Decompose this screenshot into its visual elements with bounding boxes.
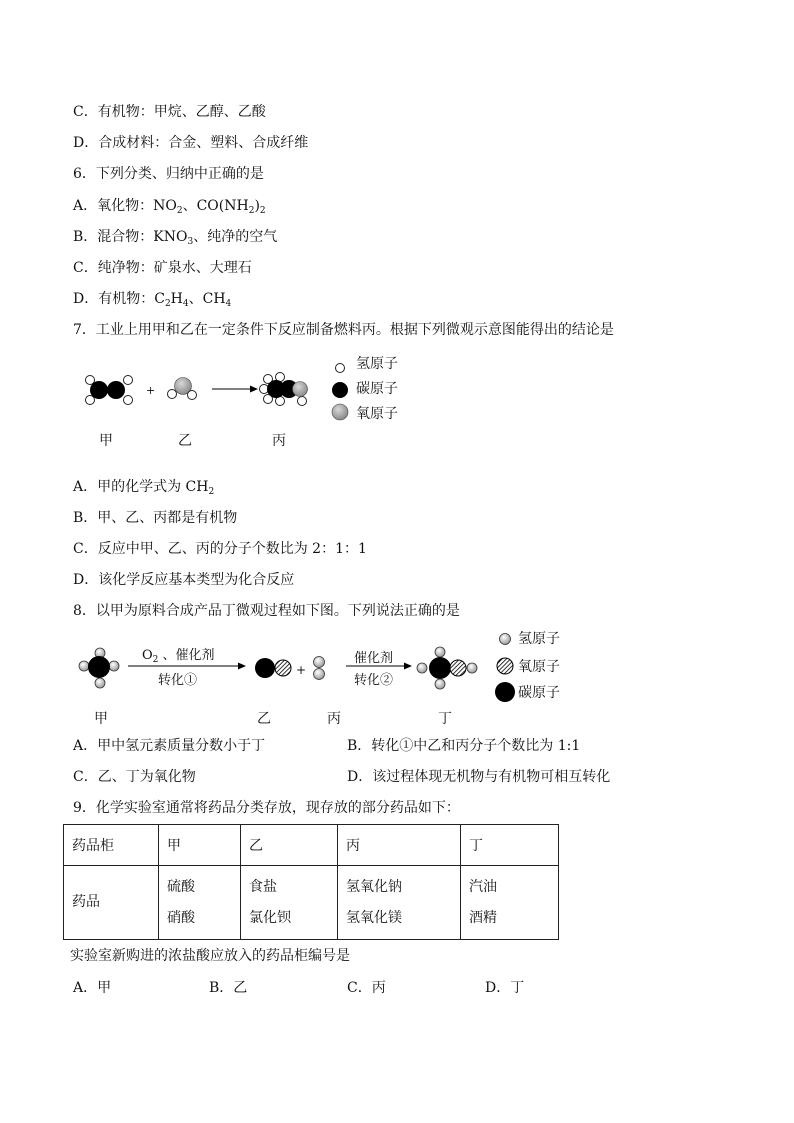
q8-label-bing: 丙 bbox=[327, 711, 341, 727]
q8-arrow1-sub: 2 bbox=[152, 655, 159, 665]
arrowhead bbox=[404, 663, 412, 670]
q7-legend-hydrogen: 氢原子 bbox=[356, 356, 398, 372]
q9-stem: 9．化学实验室通常将药品分类存放，现存放的部分药品如下： bbox=[73, 800, 460, 816]
q8-option-d: D．该过程体现无机物与有机物可相互转化 bbox=[347, 769, 611, 785]
q8-label-ding: 丁 bbox=[438, 711, 452, 727]
q8-arrow2-bottom: 转化② bbox=[354, 673, 394, 688]
legend-c-atom bbox=[332, 382, 348, 398]
q7-option-a: A．甲的化学式为 $CH_2$ bbox=[73, 479, 215, 497]
c-atom bbox=[107, 381, 125, 399]
q7-option-b: B．甲、乙、丙都是有机物 bbox=[73, 510, 238, 526]
h-atom bbox=[168, 390, 177, 399]
q8-molecule-jia bbox=[79, 648, 119, 688]
h-atom bbox=[417, 663, 427, 673]
legend-h-atom bbox=[500, 634, 511, 645]
arrowhead bbox=[250, 386, 258, 393]
h-atom bbox=[435, 679, 445, 689]
o-atom bbox=[275, 660, 291, 676]
q7-label-jia: 甲 bbox=[99, 433, 113, 449]
header-cell: 丙 bbox=[338, 825, 461, 866]
legend-c-atom bbox=[495, 682, 515, 702]
legend-h-atom bbox=[336, 364, 345, 373]
table-row bbox=[64, 866, 559, 940]
molecule-jia bbox=[86, 376, 133, 405]
q8-process-diagram bbox=[70, 628, 590, 708]
c-atom bbox=[88, 656, 110, 678]
q7-stem: 7．工业上用甲和乙在一定条件下反应制备燃料丙。根据下列微观示意图能得出的结论是 bbox=[73, 322, 614, 338]
q7-label-yi: 乙 bbox=[178, 433, 192, 449]
header-cell: 药品柜 bbox=[64, 825, 159, 866]
header-cell: 甲 bbox=[159, 825, 241, 866]
h-atom bbox=[79, 661, 89, 671]
o-atom bbox=[450, 660, 466, 676]
q8-molecule-ding bbox=[417, 647, 477, 689]
q5-option-d: D．合成材料：合金、塑料、合成纤维 bbox=[73, 135, 309, 151]
q8-legend-carbon: 碳原子 bbox=[518, 685, 560, 701]
q7-legend-carbon: 碳原子 bbox=[356, 381, 398, 397]
molecule-yi bbox=[168, 378, 197, 400]
h-atom bbox=[188, 391, 197, 400]
h-atom bbox=[314, 669, 325, 680]
q8-option-a: A．甲中氢元素质量分数小于丁 bbox=[73, 738, 266, 754]
q8-molecule-bing bbox=[314, 657, 325, 680]
table-cell: 氢氧化钠 氢氧化镁 bbox=[338, 866, 461, 940]
q6-stem: 6．下列分类、归纳中正确的是 bbox=[73, 166, 264, 182]
molecule-bing bbox=[260, 373, 308, 406]
row-label: 药品 bbox=[64, 866, 159, 940]
q8-label-yi: 乙 bbox=[257, 711, 271, 727]
h-atom bbox=[124, 376, 133, 385]
q6-option-a: A．氧化物：$NO_2$、$CO(NH_2)_2$ bbox=[73, 198, 266, 216]
q8-legend-hydrogen: 氢原子 bbox=[518, 631, 560, 647]
legend-o-atom bbox=[332, 404, 348, 420]
h-atom bbox=[86, 376, 95, 385]
q8-arrow1-catalyst: 、催化剂 bbox=[158, 648, 215, 663]
table-header-row bbox=[64, 825, 559, 866]
h-atom bbox=[124, 396, 133, 405]
q9-option-d: D．丁 bbox=[485, 980, 525, 996]
q8-plus: + bbox=[296, 663, 307, 677]
header-cell: 丁 bbox=[461, 825, 559, 866]
q9-option-c: C．丙 bbox=[347, 980, 386, 996]
q8-arrow2-top: 催化剂 bbox=[354, 651, 394, 666]
q7-option-c: C．反应中甲、乙、丙的分子个数比为 2：1：1 bbox=[73, 541, 367, 557]
q8-option-b: B．转化①中乙和丙分子个数比为 1:1 bbox=[347, 738, 581, 754]
table-cell: 食盐 氯化钡 bbox=[241, 866, 338, 940]
q9-question: 实验室新购进的浓盐酸应放入的药品柜编号是 bbox=[70, 948, 350, 964]
q7-legend-oxygen: 氧原子 bbox=[356, 406, 398, 422]
q6-option-d: D．有机物：$C_2H_4$、$CH_4$ bbox=[73, 291, 232, 309]
table-cell: 硫酸 硝酸 bbox=[159, 866, 241, 940]
h-atom bbox=[298, 397, 307, 406]
q7-plus: + bbox=[146, 384, 156, 397]
q8-molecule-yi bbox=[255, 658, 291, 678]
q8-option-c: C．乙、丁为氧化物 bbox=[73, 769, 196, 785]
h-atom bbox=[86, 396, 95, 405]
h-atom bbox=[314, 657, 325, 668]
q7-option-d: D．该化学反应基本类型为化合反应 bbox=[73, 572, 295, 588]
q5-option-c: C．有机物：甲烷、乙醇、乙酸 bbox=[73, 104, 266, 120]
c-atom bbox=[429, 657, 451, 679]
h-atom bbox=[95, 678, 105, 688]
q8-arrow1-o: O bbox=[142, 648, 153, 663]
q7-label-bing: 丙 bbox=[272, 433, 286, 449]
q8-legend-oxygen: 氧原子 bbox=[518, 659, 560, 675]
o-atom bbox=[293, 382, 308, 397]
arrowhead bbox=[238, 663, 246, 670]
h-atom bbox=[435, 647, 445, 657]
svg-text:O2 、催化剂 bbox=[142, 647, 215, 665]
c-atom bbox=[255, 658, 275, 678]
q9-option-b: B．乙 bbox=[209, 980, 248, 996]
q8-arrow1-bottom: 转化① bbox=[158, 673, 198, 688]
q8-label-jia: 甲 bbox=[94, 711, 108, 727]
legend-o-atom bbox=[497, 658, 513, 674]
c-atom bbox=[90, 381, 108, 399]
table-cell: 汽油 酒精 bbox=[461, 866, 559, 940]
q9-option-a: A．甲 bbox=[73, 980, 112, 996]
h-atom bbox=[467, 663, 477, 673]
header-cell: 乙 bbox=[241, 825, 338, 866]
h-atom bbox=[109, 661, 119, 671]
q6-option-c: C．纯净物：矿泉水、大理石 bbox=[73, 260, 252, 276]
q8-stem: 8．以甲为原料合成产品丁微观过程如下图。下列说法正确的是 bbox=[73, 603, 460, 619]
q6-option-b: B．混合物：$KNO_3$、纯净的空气 bbox=[73, 229, 278, 247]
q9-cabinet-table bbox=[63, 824, 559, 940]
